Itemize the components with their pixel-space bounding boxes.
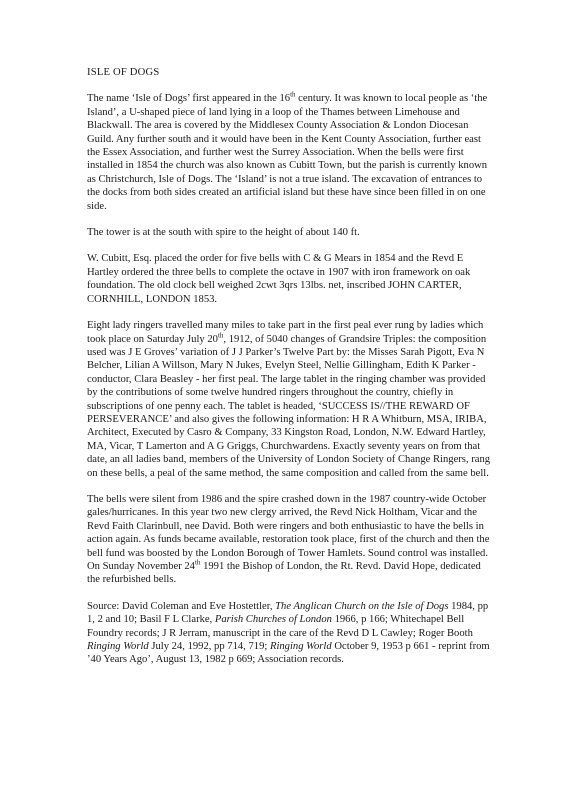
source-text: 1966, p 166; Whitechapel Bell Foundry records; J R Jerram, manuscript in the care of the Revd D L Cawley; Roger Booth [87, 614, 473, 639]
document-title: ISLE OF DOGS [87, 67, 160, 78]
document-body [87, 66, 491, 680]
source-title: The Anglican Church on the Isle of Dogs [275, 600, 449, 612]
superscript: th [194, 558, 201, 567]
source-title: Ringing World [87, 641, 149, 653]
paragraph-restoration [87, 493, 491, 587]
paragraph-name-origin [87, 92, 491, 213]
paragraph-first-ladies-peal [87, 319, 491, 480]
superscript: th [290, 90, 296, 99]
superscript: th [217, 330, 224, 339]
paragraph-text: century. It was known to local people as ‘the Island’, a U-shaped piece of land lying in a loop of the Thames between Limehouse and Blackwall. The area is covered by the Middlesex County Association & London Diocesan Guild. Any further south and it would have been in the Kent County Association, further east the Essex Association, and further west the Surrey Association. When the bells were first installed in 1854 the church was also known as Cubitt Town, but the parish is currently known as Christchurch, Isle of Dogs. The ‘Island’ is not a true island. The excavation of entrances to the docks from both sides created an artificial island but these have since been filled in on one side. [87, 93, 488, 212]
source-title: Parish Churches of London [214, 614, 332, 626]
paragraph-bells-order: W. Cubitt, Esq. placed the order for five bells with C & G Mears in 1854 and the Revd E Hartley ordered the three bells to complete the octave in 1907 with iron framework on oak foundation. The old clock bell weighed 2cwt 3qrs 13lbs. net, inscribed JOHN CARTER, CORNHILL, LONDON 1853. [87, 253, 471, 305]
source-title: Ringing World [269, 641, 332, 653]
paragraph-text: Eight lady ringers travelled many miles to take part in the first peal ever rung by ladies which took place on Saturday July 20 [87, 320, 484, 345]
paragraph-text: The bells were silent from 1986 and the spire crashed down in the 1987 country-wide October gales/hurricanes. In this year two new clergy arrived, the Revd Nick Holtham, Vicar and the Revd Faith Clarinbull, nee David. Both were ringers and both enthusiastic to have the bells in action again. As funds became available, restoration took place, first of the church and then the bell fund was boosted by the London Borough of Tower Hamlets. Sound control was installed. On Sunday November 24 [87, 493, 490, 572]
paragraph-text: 1991 the Bishop of London, the Rt. Revd. David Hope, dedicated the refurbished bells. [87, 561, 481, 586]
paragraph-text: The name ‘Isle of Dogs’ first appeared in the 16 [87, 93, 291, 105]
source-text: Source: David Coleman and Eve Hostettler, [87, 600, 276, 612]
paragraph-tower: The tower is at the south with spire to the height of about 140 ft. [87, 227, 360, 239]
source-text: July 24, 1992, pp 714, 719; [148, 641, 270, 653]
source-text: 1984, pp 1, 2 and 10; Basil F L Clarke, [87, 600, 489, 626]
source-text: October 9, 1953 p 661 - reprint from ’40 Years Ago’, August 13, 1982 p 669; Association records. [87, 641, 490, 666]
paragraph-text: , 1912, of 5040 changes of Grandsire Triples: the composition used was J E Groves’ variation of J J Parker’s Twelve Part by: the Misses Sarah Pigott, Eva N Belcher, Lilian A Willson, Mary N Jukes, Evelyn Steel, Nellie Gillingham, Edith K Parker - conductor, Clara Beasley - her first peal. The large tablet in the ringing chamber was provided by the contributions of some twelve hundred ringers throughout the country, chiefly in subscriptions of one penny each. The tablet is headed, ‘SUCCESS IS//THE REWARD OF PERSEVERANCE’ and also gives the following information: H R A Whitburn, MSA, IRIBA, Architect, Executed by Casro & Company, 33 Kingston Road, London, N.W. Edward Hartley, MA, Vicar, T Lamerton and A G Griggs, Churchwardens. Exactly seventy years on from that date, an all ladies band, members of the University of London Society of Change Ringers, rang on these bells, a peal of the same method, the same composition and called from the same bell. [87, 333, 491, 479]
paragraph-sources [87, 600, 491, 667]
